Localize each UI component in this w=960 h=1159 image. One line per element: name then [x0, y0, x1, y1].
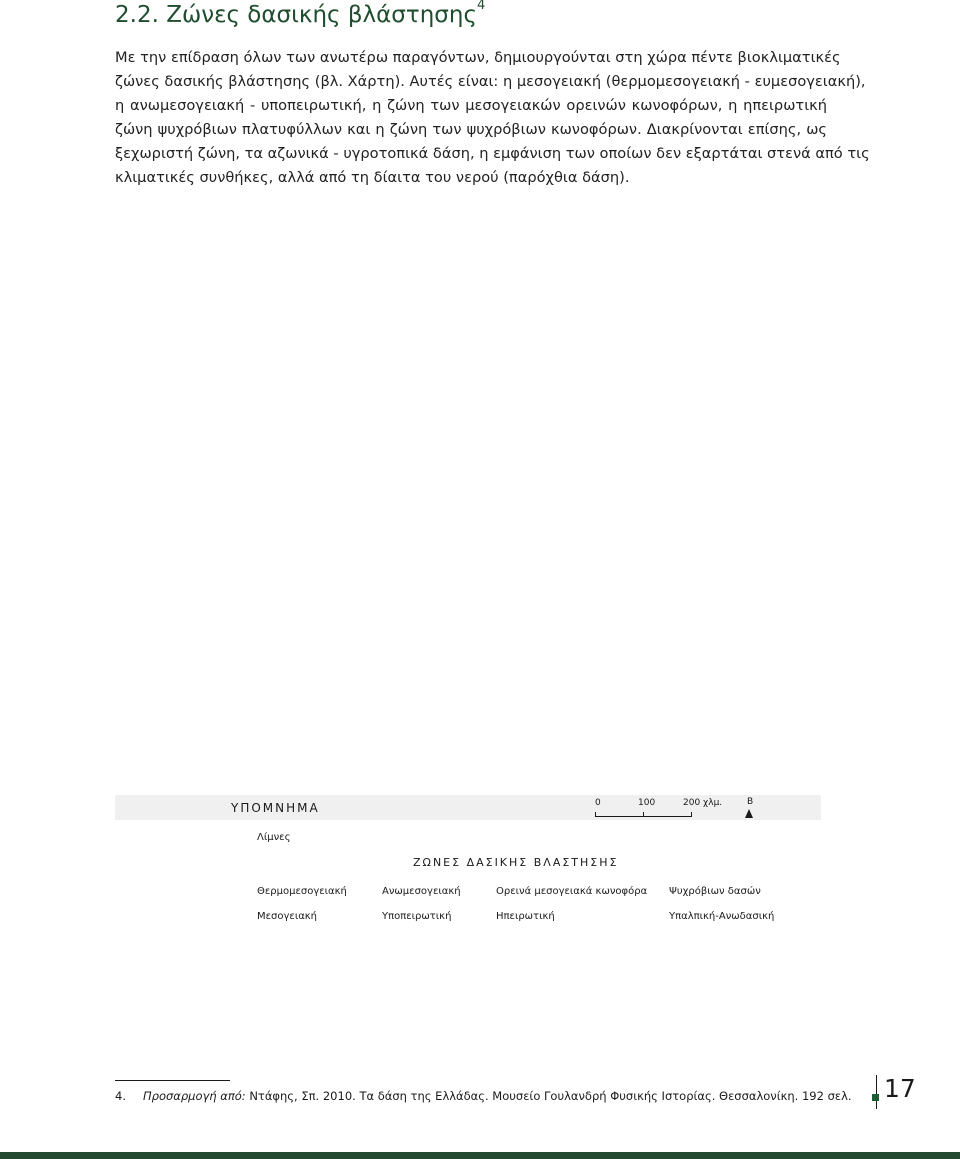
- legend-zone-ypopeir: Υποπειρωτική: [382, 911, 452, 922]
- scale-tick: [643, 812, 644, 817]
- scale-tick: [595, 812, 596, 817]
- scale-bar: [595, 798, 723, 820]
- north-label: Β: [747, 797, 754, 807]
- legend-zone-ipeir: Ηπειρωτική: [496, 911, 555, 922]
- footnote-italic: Προσαρμογή από:: [143, 1089, 246, 1103]
- footnote-text: Ντάφης, Σπ. 2010. Τα δάση της Ελλάδας. Μουσείο Γουλανδρή Φυσικής Ιστορίας. Θεσσαλονίκη. 192 σελ.: [245, 1089, 852, 1103]
- north-arrow: [745, 797, 757, 819]
- legend-zone-psychro: Ψυχρόβιων δασών: [669, 886, 761, 897]
- scale-label-mid: 100: [638, 798, 656, 808]
- paragraph-line: ξεχωριστή ζώνη, τα αζωνικά - υγροτοπικά δάση, η εμφάνιση των οποίων δεν εξαρτάται στενά από τις: [115, 145, 870, 162]
- footnote: [115, 1089, 852, 1103]
- north-arrow-icon: [745, 809, 753, 818]
- scale-tick: [691, 812, 692, 817]
- paragraph-line: ζώνες δασικής βλάστησης (βλ. Χάρτη). Αυτές είναι: η μεσογειακή (θερμομεσογειακή - ευμεσογειακή),: [115, 73, 866, 90]
- scale-label-end: 200 χλμ.: [683, 798, 723, 808]
- legend-header-bar: [115, 795, 821, 820]
- legend-zone-anomeso: Ανωμεσογειακή: [382, 886, 461, 897]
- legend-zones-title: ΖΩΝΕΣ ΔΑΣΙΚΗΣ ΒΛΑΣΤΗΣΗΣ: [413, 856, 619, 869]
- footnote-ref: 4: [476, 0, 486, 14]
- section-heading-text: 2.2. Ζώνες δασικής βλάστησης: [115, 2, 477, 28]
- footnote-rule: [115, 1080, 230, 1081]
- body-paragraph: [115, 46, 870, 190]
- paragraph-line: Με την επίδραση όλων των ανωτέρω παραγόντων, δημιουργούνται στη χώρα πέντε βιοκλιματικές: [115, 49, 841, 66]
- page-marker-dot: [872, 1094, 879, 1101]
- legend-zone-thermo: Θερμομεσογειακή: [257, 886, 347, 897]
- paragraph-line: η ανωμεσογειακή - υποπειρωτική, η ζώνη των μεσογειακών ορεινών κωνοφόρων, η ηπειρωτική: [115, 97, 827, 114]
- legend-zone-oreina: Ορεινά μεσογειακά κωνοφόρα: [496, 886, 648, 897]
- footnote-number: 4.: [115, 1089, 126, 1103]
- section-heading: [115, 2, 485, 28]
- legend-zone-ypalp: Υπαλπική-Ανωδασική: [669, 911, 775, 922]
- legend-title: ΥΠΟΜΝΗΜΑ: [231, 801, 320, 815]
- paragraph-line: ζώνη ψυχρόβιων πλατυφύλλων και η ζώνη των ψυχρόβιων κωνοφόρων. Διακρίνονται επίσης, ως: [115, 121, 827, 138]
- legend-zone-meso: Μεσογειακή: [257, 911, 318, 922]
- legend-lakes-label: Λίμνες: [257, 832, 291, 843]
- paragraph-line: κλιματικές συνθήκες, αλλά από τη δίαιτα του νερού (παρόχθια δάση).: [115, 169, 630, 186]
- page-marker-line: [876, 1075, 877, 1109]
- scale-label-zero: 0: [595, 798, 601, 808]
- page-number: 17: [884, 1074, 916, 1103]
- map-image-area: [115, 190, 821, 790]
- bottom-band: [0, 1152, 960, 1159]
